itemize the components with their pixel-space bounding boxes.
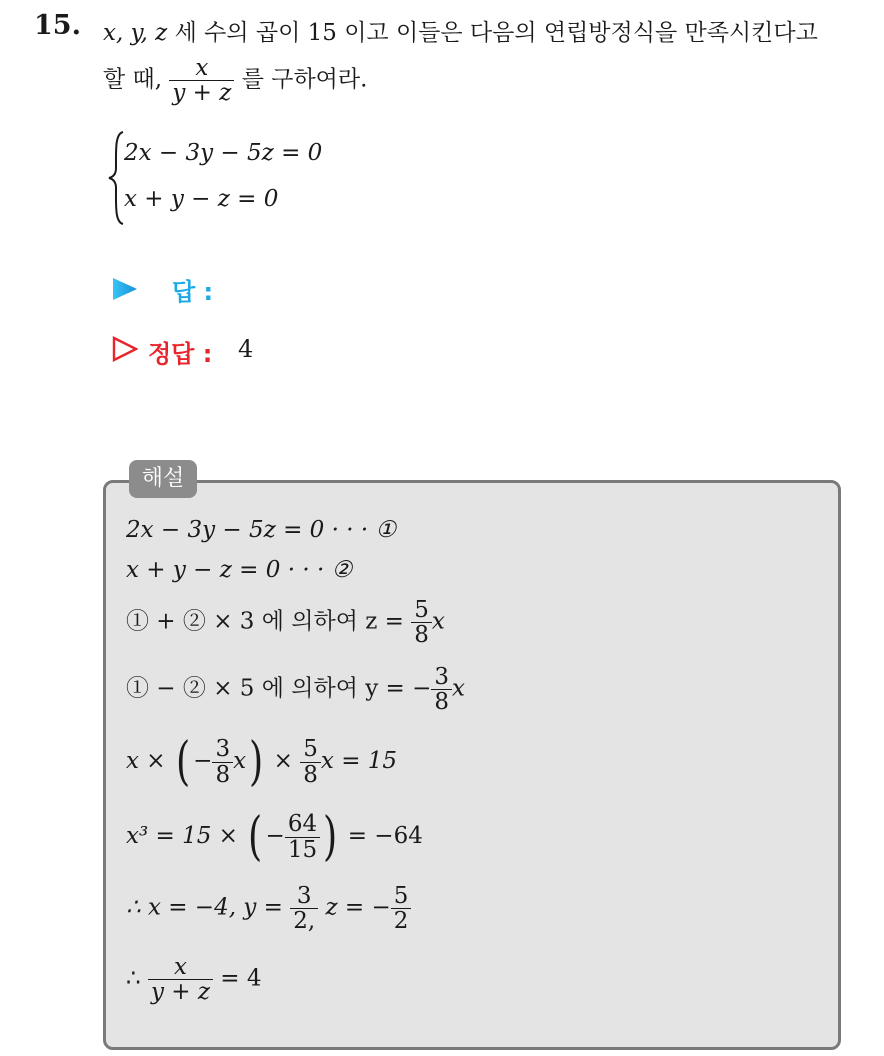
sol5-frac1 <box>212 737 233 786</box>
problem-line-2 <box>103 56 367 105</box>
sol4-text: ① − ② × 5 에 의하여 y = − <box>126 675 432 702</box>
sol5-den2: 8 <box>303 761 318 788</box>
sol6-num: 64 <box>285 812 320 837</box>
sol6-rparen: ) <box>323 807 338 867</box>
sol5-x: x <box>233 748 247 774</box>
sol6-minus: − <box>265 823 285 849</box>
sol4-num: 3 <box>431 665 452 690</box>
sol7-den1: 2, <box>293 908 316 935</box>
sol3-x: x <box>431 608 445 635</box>
sol4-frac <box>431 665 452 714</box>
solution-line-3 <box>126 598 445 647</box>
sol6-lparen: ( <box>248 807 263 867</box>
equation-1: 2x − 3y − 5z = 0 <box>124 140 323 166</box>
sol6-den: 15 <box>287 836 318 863</box>
solution-line-6 <box>126 807 423 867</box>
problem-text-2b: 를 구하여라. <box>234 66 368 93</box>
sol7-den2: 2 <box>393 908 409 935</box>
sol3-text: ① + ② × 3 에 의하여 z = <box>126 608 412 635</box>
sol7-num1: 3 <box>290 884 318 909</box>
solution-tag: 해설 <box>129 460 197 498</box>
sol6-a: x³ = 15 × <box>126 823 246 849</box>
solution-line-5 <box>126 732 398 792</box>
correct-label: 정답 : <box>148 340 213 368</box>
sol6-b: = −64 <box>340 823 423 849</box>
problem-frac-den: y + z <box>172 80 232 107</box>
sol8-frac <box>148 955 213 1004</box>
answer-play-icon <box>112 277 138 301</box>
sol8-b: = 4 <box>212 965 262 992</box>
question-number: 15. <box>34 10 81 41</box>
sol3-num: 5 <box>411 598 432 623</box>
sol7-frac1 <box>290 884 318 933</box>
sol5-frac2 <box>300 737 321 786</box>
problem-vars: x, y, z <box>103 20 168 46</box>
solution-line-7 <box>126 884 411 933</box>
sol8-den: y + z <box>150 979 210 1006</box>
equation-2: x + y − z = 0 <box>124 186 279 212</box>
problem-line-1 <box>103 14 818 47</box>
sol7-b: z = − <box>318 894 391 921</box>
sol8-num: x <box>148 955 213 980</box>
sol8-a: ∴ <box>126 965 148 992</box>
sol5-minus: − <box>193 748 213 774</box>
sol6-frac <box>285 812 320 861</box>
problem-fraction <box>169 56 234 105</box>
problem-frac-num: x <box>169 56 234 81</box>
sol7-a: ∴ x = −4, y = <box>126 894 291 921</box>
correct-triangle-icon <box>112 336 138 362</box>
problem-text-1: 세 수의 곱이 15 이고 이들은 다음의 연립방정식을 만족시킨다고 <box>167 20 818 46</box>
solution-line-8 <box>126 955 262 1004</box>
correct-value: 4 <box>238 335 254 363</box>
sol5-lparen: ( <box>175 732 191 792</box>
solution-line-2: x + y − z = 0 · · · ② <box>126 557 353 583</box>
sol5-c: x = 15 <box>320 748 398 774</box>
solution-line-4 <box>126 665 465 714</box>
sol4-den: 8 <box>434 689 450 716</box>
problem-text-2a: 할 때, <box>103 66 170 93</box>
sol5-rparen: ) <box>249 732 264 792</box>
sol4-x: x <box>452 675 466 702</box>
sol5-den1: 8 <box>215 761 231 788</box>
answer-label: 답 : <box>172 278 214 306</box>
sol7-num2: 5 <box>391 884 412 909</box>
sol5-a: x × <box>126 748 173 774</box>
solution-line-1: 2x − 3y − 5z = 0 · · · ① <box>126 517 397 543</box>
sol3-den: 8 <box>414 622 429 649</box>
sol5-b: × <box>266 748 301 774</box>
sol3-frac <box>411 598 432 647</box>
sol5-num2: 5 <box>300 737 321 762</box>
sol5-num1: 3 <box>212 737 233 762</box>
sol7-frac2 <box>391 884 412 933</box>
